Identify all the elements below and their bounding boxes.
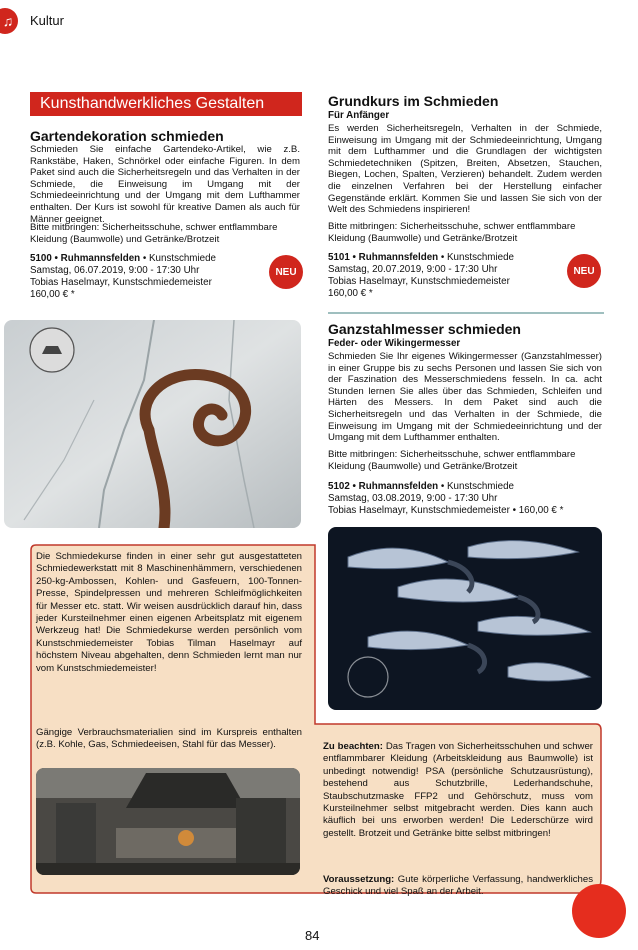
- course2-price: 160,00 € *: [328, 288, 373, 299]
- course3-venue: • Kunstschmiede: [438, 481, 514, 492]
- banner-title: Kunsthandwerkliches Gestalten: [40, 95, 265, 112]
- course3-code-location: 5102 • Ruhmannsfelden: [328, 481, 439, 492]
- course1-teacher: Tobias Haselmayr, Kunstschmiedemeister: [30, 277, 212, 288]
- course1-title: Gartendekoration schmieden: [30, 128, 224, 144]
- course1-venue: • Kunstschmiede: [140, 253, 216, 264]
- course1-new-badge: NEU: [269, 255, 303, 289]
- info-note-text: Das Tragen von Sicherheitsschuhen und schwer entflammbarer Kleidung (Arbeitskleidung aus Baumwolle) ist unbedingt notwendig! PSA (persönliche Schutzausrüstung), bestehend aus Schutzbrille, Lederhandschuhe, Staubschutzmaske FFP2 und Gehörschutz, muss vom Kursteilnehmer selbst mitgebracht werden. Dies kann auch käuflich bei uns erworben werden! Die Lederschürze wird gestellt. Brotzeit und Getränke bitte selbst mitbringen!: [323, 741, 593, 839]
- course3-teacher-price: Tobias Haselmayr, Kunstschmiedemeister • 160,00 € *: [328, 505, 564, 516]
- course1-description: Schmieden Sie einfache Gartendeko-Artikel, wie z.B. Rankstäbe, Haken, Schnörkel oder einfache Figuren. In dem Paket sind auch die Sicherheitsregeln und das Verhalten in der Schmiede, die Einweisung im Umgang mit der Schmiedeeinrichtung und der Umgang mit dem Lufthammer enthalten. Der Kurs ist sowohl für kreative Damen als auch für Männer geeignet.: [30, 144, 300, 225]
- workshop-photo: [36, 768, 300, 875]
- course3-date: Samstag, 03.08.2019, 9:00 - 17:30 Uhr: [328, 493, 498, 504]
- course3-description: Schmieden Sie Ihr eigenes Wikingermesser (Ganzstahlmesser) in einer Gruppe bis zu sechs Personen und lassen Sie sich von der Faszination des Messerschmiedens fesseln. In ca. acht Stunden lernen Sie alles über das Schmieden, Schleifen und Härten des Messers. In dem Paket sind auch die Sicherheitsregeln und das Verhalten in der Schmiede, die Einweisung im Umgang mit der Schmiedeeinrichtung und der Umgang mit dem Lufthammer enthalten.: [328, 351, 602, 444]
- course1-date: Samstag, 06.07.2019, 9:00 - 17:30 Uhr: [30, 265, 200, 276]
- category-banner: [30, 92, 302, 116]
- course2-code-location: 5101 • Ruhmannsfelden: [328, 252, 439, 263]
- info-requirement-label: Voraussetzung:: [323, 874, 395, 885]
- course2-date: Samstag, 20.07.2019, 9:00 - 17:30 Uhr: [328, 264, 498, 275]
- spiral-photo: [4, 320, 301, 528]
- section-label: Kultur: [30, 13, 64, 28]
- section-divider: [328, 312, 604, 314]
- info-requirement: [323, 874, 593, 899]
- spiral-image: [4, 320, 301, 528]
- corner-decoration: [572, 884, 626, 938]
- course3-code: [328, 481, 514, 493]
- header-icon-circle: [0, 8, 18, 34]
- knives-image: [328, 527, 602, 710]
- page-number: 84: [305, 928, 320, 943]
- info-requirement-text: Gute körperliche Verfassung, handwerkliches Geschick und viel Spaß an der Arbeit.: [323, 874, 593, 898]
- info-para-facility: Die Schmiedekurse finden in einer sehr gut ausgestatteten Schmiedewerkstatt mit 8 Maschinenhämmern, verschiedenen 250-kg-Ambossen, Kohlen- und Gasfeuern, 100-Tonnen-Presse, Spindelpressen und mehreren Schleifmöglichkeiten für Messer etc. statt. Wir weisen ausdrücklich darauf hin, dass jeder Kursteilnehmer einen eigenen Arbeitsplatz mit eigenem Werkzeug hat! Die Schmiedekurse werden persönlich vom Kunstschmiedemeister Tobias Tilman Haselmayr auf höchstem Niveau abgehalten, denn Schmieden lernt man nur vom Kunstschmiedemeister!: [36, 551, 302, 674]
- info-para-materials: Gängige Verbrauchsmaterialien sind im Kurspreis enthalten (z.B. Kohle, Gas, Schmiedeeisen, Stahl für das Messer).: [36, 727, 302, 751]
- course2-code: [328, 252, 514, 264]
- course3-subtitle: Feder- oder Wikingermesser: [328, 338, 461, 349]
- course2-description: Es werden Sicherheitsregeln, Verhalten in der Schmiede, Einweisung im Umgang mit der Schmiedeeinrichtung, Umgang mit dem Lufthammer und die Grundlagen der wichtigsten Schmiedetechniken (Spitzen, Breiten, Absetzen, Stauchen, Biegen, Lochen, Spalten, Verzieren) behandelt. Zudem werden die einzelnen Verfahren bei der Herstellung einfacher Gegenstände erklärt. Kommen Sie und lassen Sie sich von der Welt des Schmiedens inspirieren!: [328, 123, 602, 216]
- workshop-image: [36, 768, 300, 875]
- info-note-label: Zu beachten:: [323, 741, 383, 752]
- knives-photo: [328, 527, 602, 710]
- music-note-icon: ♫: [2, 13, 14, 29]
- course1-code-location: 5100 • Ruhmannsfelden: [30, 253, 141, 264]
- course3-title: Ganzstahlmesser schmieden: [328, 321, 521, 337]
- course2-venue: • Kunstschmiede: [438, 252, 514, 263]
- course2-teacher: Tobias Haselmayr, Kunstschmiedemeister: [328, 276, 510, 287]
- course2-new-badge: NEU: [567, 254, 601, 288]
- course2-bring: Bitte mitbringen: Sicherheitsschuhe, schwer entflammbare Kleidung (Baumwolle) und Getränke/Brotzeit: [328, 221, 576, 244]
- course1-code: [30, 253, 216, 265]
- course3-bring: Bitte mitbringen: Sicherheitsschuhe, schwer entflammbare Kleidung (Baumwolle) und Getränke/Brotzeit: [328, 449, 576, 472]
- course1-bring: Bitte mitbringen: Sicherheitsschuhe, schwer entflammbare Kleidung (Baumwolle) und Getränke/Brotzeit: [30, 222, 278, 245]
- course2-subtitle: Für Anfänger: [328, 110, 390, 121]
- course1-price: 160,00 € *: [30, 289, 75, 300]
- course2-title: Grundkurs im Schmieden: [328, 93, 499, 109]
- info-note: [323, 741, 593, 840]
